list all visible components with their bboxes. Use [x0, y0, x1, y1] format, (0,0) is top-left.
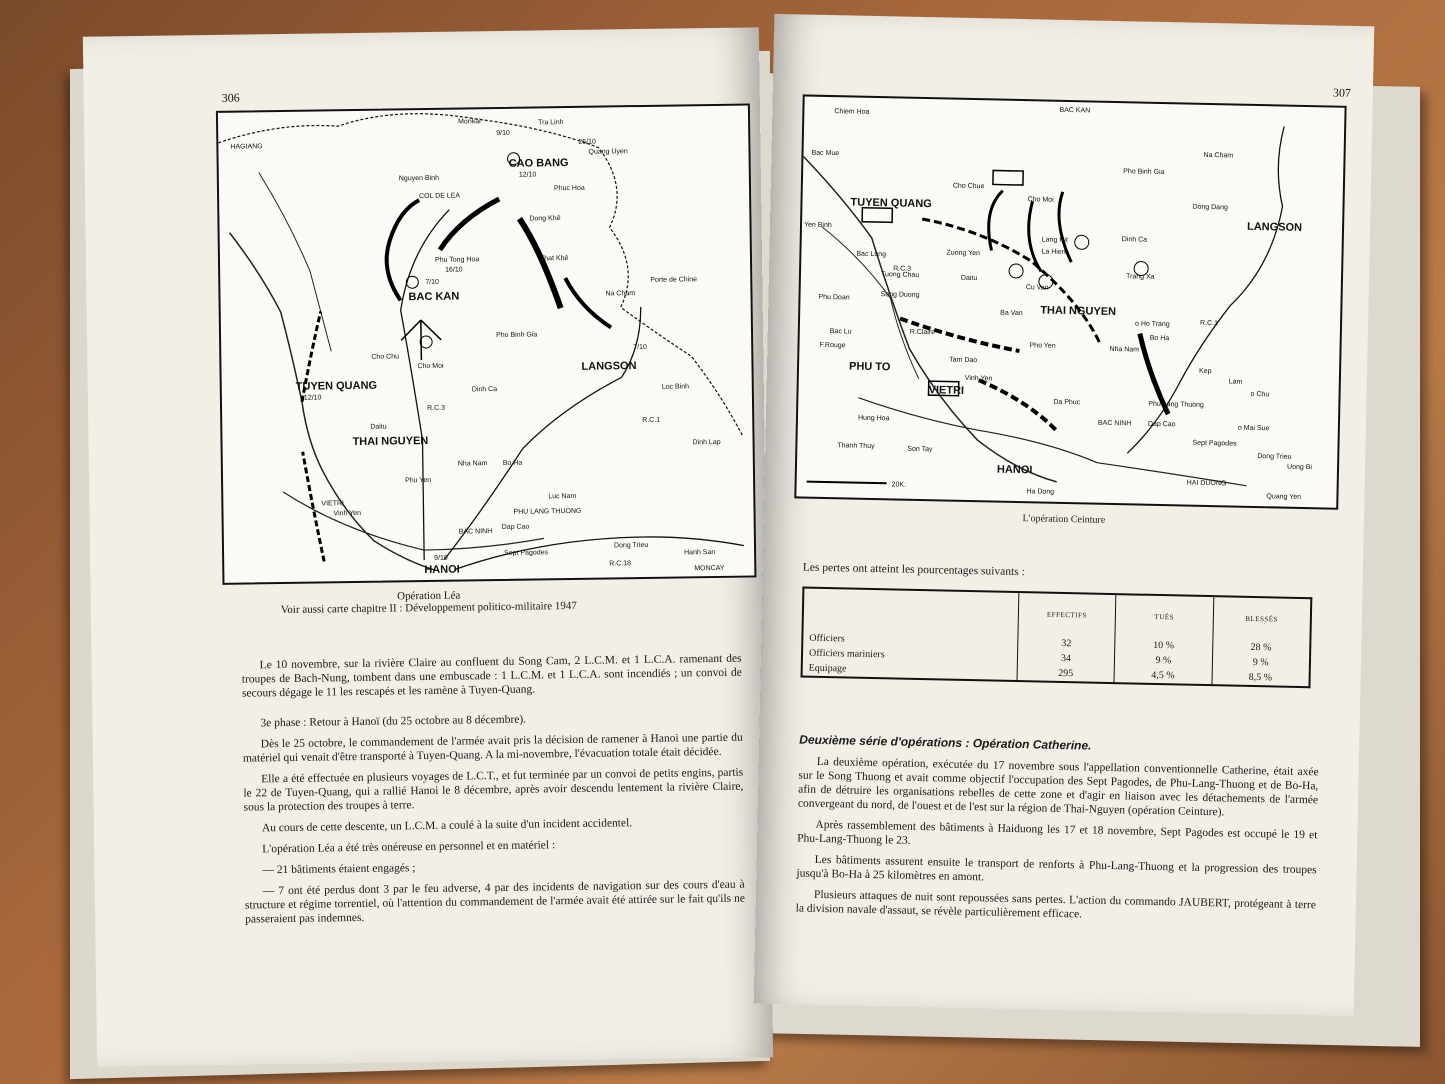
right-page	[754, 14, 1375, 1016]
map-label: 12/10	[303, 394, 322, 402]
map-label: Hung Hoa	[857, 414, 890, 423]
map-label: CAO BANG	[508, 157, 569, 170]
map-label: TUYEN QUANG	[850, 196, 932, 211]
map-label: 20K.	[891, 481, 907, 489]
map-label: Quang Uyen	[588, 148, 628, 156]
column-header: TUÉS	[1115, 594, 1213, 639]
page-number: 306	[221, 90, 240, 105]
map-label: Sept Pagodes	[1192, 439, 1237, 448]
map-label: TUYEN QUANG	[295, 379, 378, 393]
map-label: Dinh Ca	[471, 386, 498, 394]
map-label: R.C.3	[427, 404, 446, 412]
map-label: R.C.1	[642, 416, 661, 424]
map-label: 9/10	[434, 554, 448, 562]
map-label: 16/10	[445, 266, 463, 274]
paragraph: Les pertes ont atteint les pourcentages suivants :	[802, 561, 1025, 579]
map-label: Dong Trieu	[1257, 453, 1292, 461]
map-caption	[91, 585, 767, 618]
map-label: 12/10	[518, 171, 537, 179]
map-label: Bac Mue	[811, 149, 840, 158]
map-label: Dap Cao	[501, 523, 530, 531]
map-label: Hanh San	[684, 548, 716, 557]
map-label: Pho Binh Gia	[1123, 168, 1165, 177]
map-label: 26/10	[578, 138, 596, 146]
map-label: HANOI	[996, 463, 1033, 477]
map-label: Na Cham	[605, 290, 636, 298]
map-caption: L'opération Ceinture	[1022, 513, 1106, 526]
map-label: o Chu	[1250, 390, 1270, 399]
map-label: Ha Dong	[1026, 488, 1055, 496]
map-label: Phu Doan	[818, 293, 850, 302]
map-label: Yen Binh	[803, 221, 832, 230]
paragraph: Les bâtiments assurent ensuite le transport de renforts à Phu-Lang-Thuong et la progression des troupes jusqu'à Bo-Ha à 25 kilomètres en amont.	[796, 853, 1317, 884]
page-number: 307	[1332, 85, 1352, 100]
column-header: EFFECTIFS	[1018, 592, 1116, 637]
map-label: HAI DUONG	[1186, 479, 1227, 488]
cell: 34	[1017, 650, 1115, 667]
caption-subtitle: Voir aussi carte chapitre II : Développement politico-militaire 1947	[280, 599, 577, 617]
cell: 9 %	[1212, 654, 1310, 671]
map-label: 7/10	[425, 278, 439, 287]
map-label: Lang Hit	[1041, 236, 1068, 245]
map-label: THAI NGUYEN	[1040, 304, 1117, 319]
section-heading: Deuxième série d'opérations : Opération Catherine.	[799, 732, 1092, 753]
cell: 9 %	[1114, 652, 1212, 669]
operation-ceinture-map	[794, 94, 1346, 509]
list-item: — 21 bâtiments étaient engagés ;	[262, 862, 416, 877]
cell: 8,5 %	[1212, 669, 1310, 687]
caption-title: Opération Léa	[396, 589, 461, 603]
losses-table	[801, 587, 1313, 689]
map-label: Dinh Ca	[1121, 236, 1148, 244]
map-label: Cu Van	[1025, 284, 1049, 292]
map-label: BAC KAN	[408, 290, 460, 304]
paragraph: Dès le 25 octobre, le commandement de l'armée avait pris la décision de ramener à Hanoi une partie du matériel qui venait d'être transporté à Tuyen-Quang. A la mi-novembre, l'évacuation totale était décidée.	[242, 731, 743, 765]
map-label: Vinh Yen	[964, 374, 993, 383]
map-label: PHU TO	[848, 360, 891, 374]
map-label: THAI NGUYEN	[352, 434, 429, 449]
map-label: Song Duong	[880, 291, 920, 299]
row-label: Equipage	[808, 662, 847, 675]
open-book	[70, 20, 1410, 1080]
map-label: Lam	[1228, 378, 1243, 386]
phase-heading: 3e phase : Retour à Hanoï (du 25 octobre au 8 décembre).	[260, 713, 527, 730]
map-label: Porte de Chine	[650, 276, 698, 284]
map-label: Cho Chue	[952, 182, 985, 191]
map-label: R.C.18	[609, 560, 632, 568]
map-label: La Hien	[1041, 248, 1066, 256]
map-label: Nguyen Binh	[398, 174, 439, 183]
map-label: That Khê	[539, 255, 569, 263]
map-label: Phu Tong Hoa	[434, 256, 480, 264]
left-page	[83, 27, 773, 1066]
map-label: MONCAY	[694, 564, 725, 573]
column-header: BLESSÉS	[1212, 596, 1311, 641]
body-text	[795, 723, 1319, 934]
map-label: Trang Xa	[1125, 273, 1155, 281]
map-label: Dong Dang	[1192, 203, 1228, 212]
map-label: Tra Linh	[538, 119, 564, 127]
map-label: Cho Chu	[371, 353, 400, 361]
map-label: BAC KAN	[1059, 106, 1091, 115]
paragraph: Au cours de cette descente, un L.C.M. a coulé à la suite d'un incident accidentel.	[261, 817, 633, 835]
map-label: VIETRI	[928, 384, 965, 397]
map-label: Na Cham	[1203, 151, 1234, 160]
map-label: Da Phuc	[1053, 398, 1081, 407]
map-label: Bac Lu	[829, 328, 852, 336]
map-label: Dinh Lap	[692, 438, 721, 447]
map-label: Phu Lang Thuong	[1148, 400, 1204, 409]
cell: 10 %	[1115, 637, 1213, 654]
paragraph: Le 10 novembre, sur la rivière Claire au confluent du Song Cam, 2 L.C.M. et 1 L.C.A. ramenant des troupes de Bach-Nung, tombent dans une embuscade : 1 L.C.M. et 1 L.C.A. sont incendiés ; un convoi de secours dégage le 11 les rescapés et les ramène à Tuyen-Quang.	[241, 652, 742, 700]
map-label: Vinh Yen	[333, 509, 362, 518]
map-label: Thanh Thuy	[837, 442, 875, 451]
map-label: Luc Nam	[548, 492, 577, 501]
map-label: o Ho Trang	[1134, 320, 1170, 329]
map-label: Chiem Hoa	[834, 108, 870, 116]
map-label: 9/10	[496, 129, 510, 138]
map-label: Quang Yen	[1266, 493, 1302, 501]
map-label: Phu Yen	[405, 476, 432, 485]
map-drawing	[796, 96, 1344, 507]
map-label: BAC NINH	[1097, 419, 1132, 428]
map-label: Kep	[1198, 367, 1212, 376]
map-label: Phuc Hoa	[553, 184, 585, 193]
map-label: 7/10	[633, 343, 647, 352]
paragraph: Plusieurs attaques de nuit sont repoussées sans pertes. L'action du commando JAUBERT, protégeant à terre la division navale d'assaut, se révèle particulièrement efficace.	[795, 888, 1317, 921]
paragraph: La deuxième opération, exécutée du 17 novembre sous l'appellation conventionnelle Catherine, était axée sur le Song Thuong et avait comme objectif l'occupation des Sept Pagodes, de Phu-Lang-Thuong et de Bo-Ha, afin de détruire les organisations rebelles de cette zone et d'agir en liaison avec les détachements de l'armée convergeant du nord, de l'ouest et de l'est sur la région de Thai-Nguyen (opération Ceinture).	[797, 755, 1319, 819]
map-label: Son Tay	[907, 445, 933, 454]
map-label: Zuong Yen	[946, 249, 981, 258]
cell: 28 %	[1212, 639, 1310, 656]
map-label: R.C.1	[1199, 319, 1219, 328]
map-label: Nha Nam	[457, 460, 488, 468]
paragraph: L'opération Léa a été très onéreuse en personnel et en matériel :	[262, 839, 556, 856]
map-label: Tuong Chau	[880, 271, 920, 279]
paragraph: Après rassemblement des bâtiments à Haiduong les 17 et 18 novembre, Sept Pagodes est occupé le 19 et Phu-Lang-Thuong le 23.	[797, 818, 1318, 847]
map-label: Sept Pagodes	[504, 549, 549, 557]
map-label: Daitu	[370, 423, 387, 431]
list-item: — 7 ont été perdus dont 3 par le feu adverse, 4 par des incidents de navigation sur des cours d'eau à structure et régime torrentiel, où l'attention du commandement de l'armée avait été attirée sur le fait qu'ils ne passeraient pas indemnes.	[244, 878, 746, 926]
map-label: Bo Ha	[502, 459, 523, 467]
row-label: Officiers mariniers	[808, 647, 885, 661]
map-label: Cho Moi	[1027, 196, 1054, 204]
row-label: Officiers	[809, 632, 845, 645]
map-label: o Mai Sue	[1237, 424, 1270, 433]
map-label: Daitu	[960, 274, 978, 283]
map-label: Cho Moi	[417, 362, 444, 371]
map-label: Uong Bi	[1286, 463, 1313, 472]
cell: 295	[1017, 665, 1115, 683]
map-label: R.C.3	[893, 265, 912, 273]
operation-lea-map	[216, 103, 757, 584]
paragraph: Elle a été effectuée en plusieurs voyages de L.C.T., et fut terminée par un convoi de petits engins, partis le 22 de Tuyen-Quang, qui a rallié Hanoi le 8 décembre, après avoir descendu lentement la rivière Claire, sous la protection des troupes à terre.	[243, 766, 744, 814]
map-label: Tam Dao	[949, 356, 978, 365]
map-drawing	[218, 105, 755, 582]
map-label: F.Rouge	[819, 341, 846, 350]
map-label: Ba Van	[1000, 309, 1023, 318]
map-label: LANGSON	[581, 360, 637, 373]
body-text	[242, 652, 746, 934]
map-label: Monkai	[458, 118, 481, 126]
map-label: Pho Yen	[1029, 342, 1056, 350]
map-label: LANGSON	[1246, 220, 1303, 234]
map-label: HAGIANG	[230, 143, 263, 151]
map-label: Dap Cao	[1147, 420, 1176, 429]
map-label: Dong Khê	[529, 215, 561, 223]
map-label: Bo Ha	[1149, 334, 1170, 343]
cell: 4,5 %	[1114, 667, 1212, 685]
map-label: R.Claire	[909, 328, 936, 337]
cell: 32	[1017, 635, 1115, 652]
map-label: Bac Lung	[856, 250, 887, 259]
map-label: HANOI	[424, 563, 460, 577]
map-label: PHU LANG THUONG	[513, 507, 582, 516]
map-label: Loc Binh	[661, 383, 690, 391]
map-label: Dong Trieu	[613, 541, 649, 550]
map-label: VIETRI	[321, 500, 344, 508]
map-label: Nha Nam	[1109, 345, 1140, 354]
map-label: BAC NINH	[458, 528, 493, 536]
map-label: Pho Binh Gia	[496, 331, 538, 340]
map-label: COL DE LEA	[419, 192, 461, 201]
